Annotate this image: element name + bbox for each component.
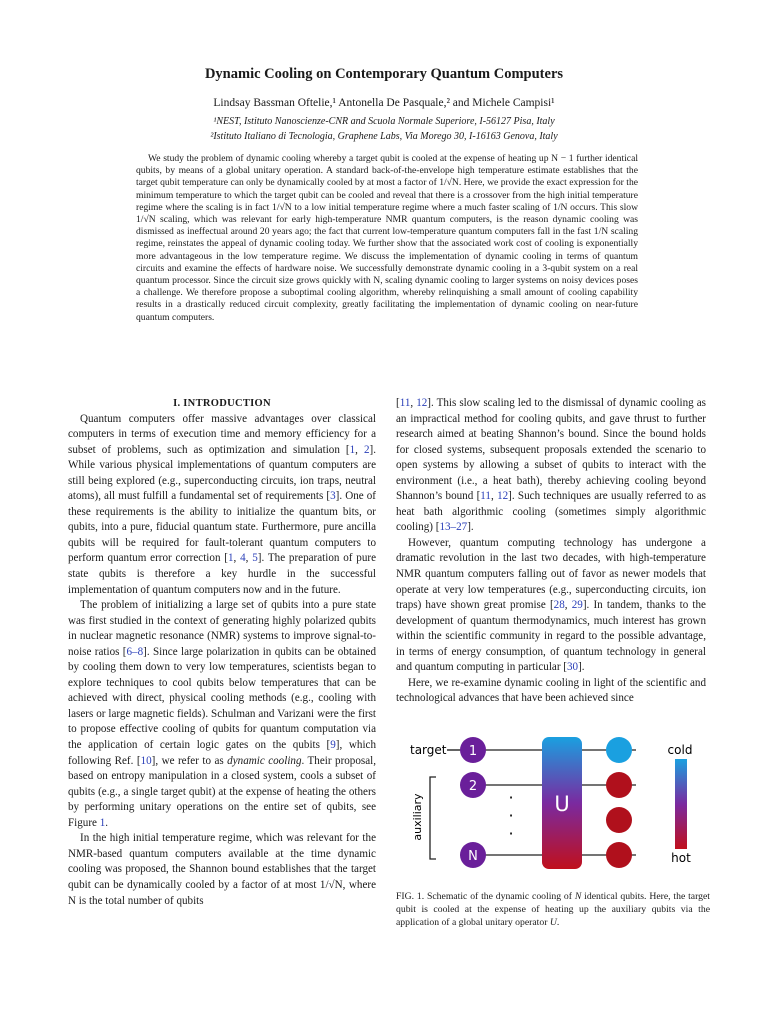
cold-label: cold (667, 743, 693, 757)
paragraph: Quantum computers offer massive advantages over classical computers in terms of execution time and memory efficiency for a subset of problems, such as optimization and simulation [1, 2]. While various physical implementations of quantum computers are still being explored (e.g., superconducting circuits, ion traps, neutral atoms), all must fulfill a fundamental set of requirements [3]. One of these requirements is the ability to initialize the quantum bits, or qubits, into a pure, fiducial quantum state. Furthermore, pure ancilla qubits will be required for fault-tolerant quantum computers to perform quantum error correction [1, 4, 5]. The preparation of pure state qubits is therefore a key hurdle in the successful implementation of quantum computers now and in the future. (68, 412, 376, 596)
paragraph: In the high initial temperature regime, which was relevant for the NMR-based quantum computers available at the time dynamic cooling was proposed, the Shannon bound establishes that the target qubit can be dynamically cooled by a factor of at most 1/√N, where N is the total number of qubits (68, 832, 376, 907)
unitary-label: U (554, 792, 570, 816)
affiliation-1: ¹NEST, Istituto Nanoscienze-CNR and Scuola Normale Superiore, I-56127 Pisa, Italy (213, 116, 555, 127)
citation-link[interactable]: 29 (571, 599, 583, 612)
citation-link[interactable]: 9 (330, 739, 336, 752)
figure-1-schematic (396, 733, 716, 873)
paper-title: Dynamic Cooling on Contemporary Quantum Computers (204, 66, 564, 82)
section-heading: I. INTRODUCTION (173, 398, 271, 409)
temperature-colorbar (675, 759, 687, 849)
citation-link[interactable]: 10 (140, 754, 152, 767)
paragraph: Here, we re-examine dynamic cooling in light of the scientific and technological advances that have been achieved since (396, 676, 706, 705)
citation-link[interactable]: 3 (330, 490, 336, 503)
citation-link[interactable]: 12 (497, 490, 509, 503)
paragraph: However, quantum computing technology has undergone a dramatic revolution in the last two decades, with high-temperature NMR quantum computers falling out of favor as newer models that operate at very low temperatures (e.g., superconducting circuits, ion traps) have shown great promise [28, 29]. In tandem, thanks to the development of quantum thermodynamics, much interest has grown within the scientific community in regard to the possible advantage, in terms of energy consumption, of quantum technology in general and quantum computing in particular [30]. (396, 536, 706, 674)
citation-link[interactable]: 2 (363, 443, 370, 456)
output-hot-qubit (606, 807, 632, 833)
ellipsis-dot: · (508, 788, 514, 807)
right-column (396, 396, 706, 707)
left-column (68, 396, 376, 909)
output-hot-qubit (606, 772, 632, 798)
qubit-2-label: 2 (468, 779, 478, 794)
paragraph: The problem of initializing a large set of qubits into a pure state was first studied in the context of generating highly polarized qubits in nuclear magnetic resonance (NMR) systems to improve signal-to-noise ratios [6–8]. Since large polarization in qubits can be obtained by cooling them down to very low temperatures, scientists began to explore techniques to cool qubits below temperatures that can be achieved with direct, physical cooling methods (e.g., cooling with lasers or large magnetic fields). Schulman and Varizani were the first to propose effective cooling of qubits for quantum computation via the application of certain logic gates on the qubits [9], which following Ref. [10], we refer to as dynamic cooling. Their proposal, based on entropy manipulation in a closed system, cools a subset of qubits (e.g., a single target qubit) at the expense of heating the others by performing unitary operations on the entire set of qubits, see Figure 1. (68, 599, 376, 829)
citation-link[interactable]: 12 (416, 397, 428, 409)
citation-link[interactable]: 1 (228, 552, 234, 565)
figure-caption: FIG. 1. Schematic of the dynamic cooling of N identical qubits. Here, the target qubit is cooled at the expense of heating up the auxiliary qubits via the application of a global unitary operator U. (396, 891, 710, 928)
auxiliary-bracket (430, 777, 436, 859)
citation-link[interactable]: 5 (252, 552, 258, 565)
author-list: Lindsay Bassman Oftelie,¹ Antonella De Pasquale,² and Michele Campisi¹ (213, 97, 555, 109)
citation-link[interactable]: 1 (99, 816, 106, 829)
citation-link[interactable]: 11 (399, 397, 411, 409)
hot-label: hot (671, 851, 691, 865)
ellipsis-dot: · (508, 806, 514, 825)
qubit-n-label: N (468, 849, 478, 864)
citation-link[interactable]: 30 (566, 661, 579, 674)
citation-link[interactable]: 6–8 (126, 645, 144, 658)
output-cold-qubit (606, 737, 632, 763)
affiliation-2: ²Istituto Italiano di Tecnologia, Graphene Labs, Via Morego 30, I-16163 Genova, Italy (210, 131, 558, 142)
qubit-1-label: 1 (468, 744, 478, 759)
citation-link[interactable]: 28 (553, 599, 565, 612)
abstract: We study the problem of dynamic cooling whereby a target qubit is cooled at the expense of heating up N − 1 further identical qubits, by means of a global unitary operation. A standard back-of-the-envelope high temperature estimate establishes that the target qubit temperature can only be dynamically cooled by at most a factor of 1/√N. Here, we provide the exact expression for the minimum temperature to which the target qubit can be cooled and reveal that there is a crossover from the high initial temperature regime where the scaling is in fact 1/√N to a low initial temperature regime where a much faster scaling of 1/N occurs. This slow 1/√N scaling, which was relevant for early high-temperature NMR quantum computers, is the reason dynamic cooling was dismissed as ineffectual around 20 years ago; the fact that current low-temperature quantum computers fall in the fast 1/N scaling regime, reinstates the appeal of dynamic cooling today. We further show that the associated work cost of cooling is exponentially more advantageous in the low temperature regime. We discuss the implementation of dynamic cooling in terms of quantum circuits and examine the effects of hardware noise. We successfully demonstrate dynamic cooling in a 3-qubit system on a real quantum processor. Since the circuit size grows quickly with N, scaling dynamic cooling to larger systems on noisy devices poses a challenge. We therefore propose a suboptimal cooling algorithm, whereby relinquishing a small amount of cooling capability results in a drastically reduced circuit complexity, greatly facilitating the implementation of dynamic cooling on near-future quantum computers. (136, 153, 638, 323)
auxiliary-label: auxiliary (411, 793, 424, 841)
output-hot-qubit (606, 842, 632, 868)
citation-link[interactable]: 13–27 (439, 521, 468, 534)
citation-link[interactable]: 11 (480, 490, 491, 503)
ellipsis-dot: · (508, 824, 514, 843)
citation-link[interactable]: 4 (240, 552, 246, 565)
target-label: target (410, 743, 447, 757)
citation-link[interactable]: 1 (349, 443, 356, 456)
paragraph: [11, 12]. This slow scaling led to the dismissal of dynamic cooling as an impractical method for cooling qubits, and gave thrust to further research aimed at beating Shannon’s bound. Since the bound holds for closed systems, subsequent proposals extended the scenario to open systems by allowing a subset of qubits to interact with the environment (i.e., a heat bath), thereby achieving cooling beyond Shannon’s bound [11, 12]. Such techniques are usually referred to as heat bath algorithmic cooling (sometimes simply algorithmic cooling) [13–27]. (396, 397, 707, 534)
